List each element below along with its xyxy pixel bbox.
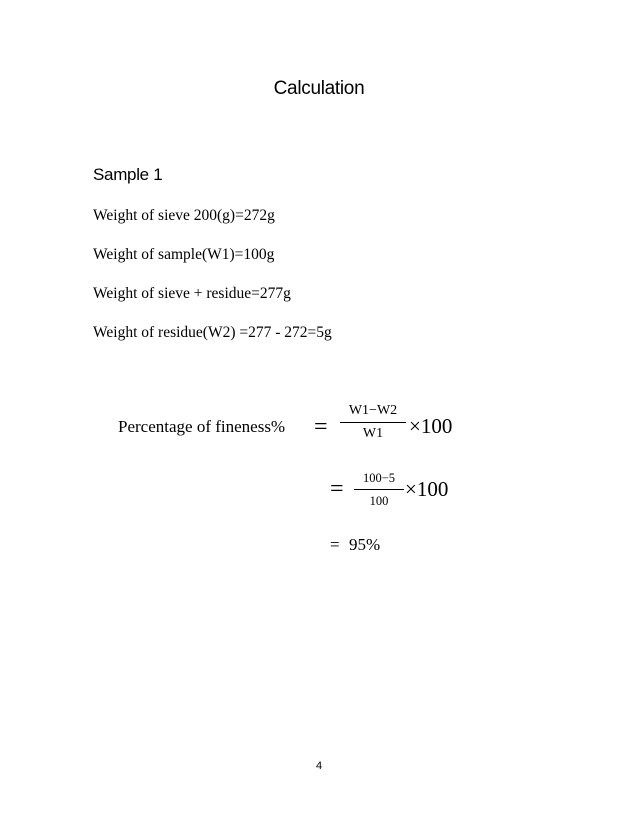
fraction-2 bbox=[354, 470, 404, 509]
residue-weight-line: Weight of residue(W2) =277 - 272=5g bbox=[93, 324, 332, 341]
multiplier-2: ×100 bbox=[405, 477, 449, 501]
fraction-1 bbox=[340, 403, 406, 442]
page-title: Calculation bbox=[273, 78, 365, 99]
fraction-2-denominator: 100 bbox=[369, 494, 389, 508]
fraction-1-denominator: W1 bbox=[362, 426, 384, 441]
sample-weight-line: Weight of sample(W1)=100g bbox=[93, 246, 275, 263]
fraction-2-numerator: 100−5 bbox=[362, 471, 396, 485]
equals-sign-3: = bbox=[330, 535, 340, 554]
multiplier-1: ×100 bbox=[409, 414, 453, 438]
equals-sign-2: = bbox=[330, 476, 344, 502]
equals-sign-1: = bbox=[314, 414, 328, 440]
sample-heading: Sample 1 bbox=[93, 165, 163, 184]
sieve-weight-line: Weight of sieve 200(g)=272g bbox=[93, 207, 275, 224]
formula-label: Percentage of fineness% bbox=[118, 417, 286, 436]
fraction-1-numerator: W1−W2 bbox=[348, 403, 398, 418]
page-number: 4 bbox=[315, 760, 323, 772]
result-value: 95% bbox=[349, 535, 381, 554]
sieve-residue-weight-line: Weight of sieve + residue=277g bbox=[93, 285, 291, 302]
